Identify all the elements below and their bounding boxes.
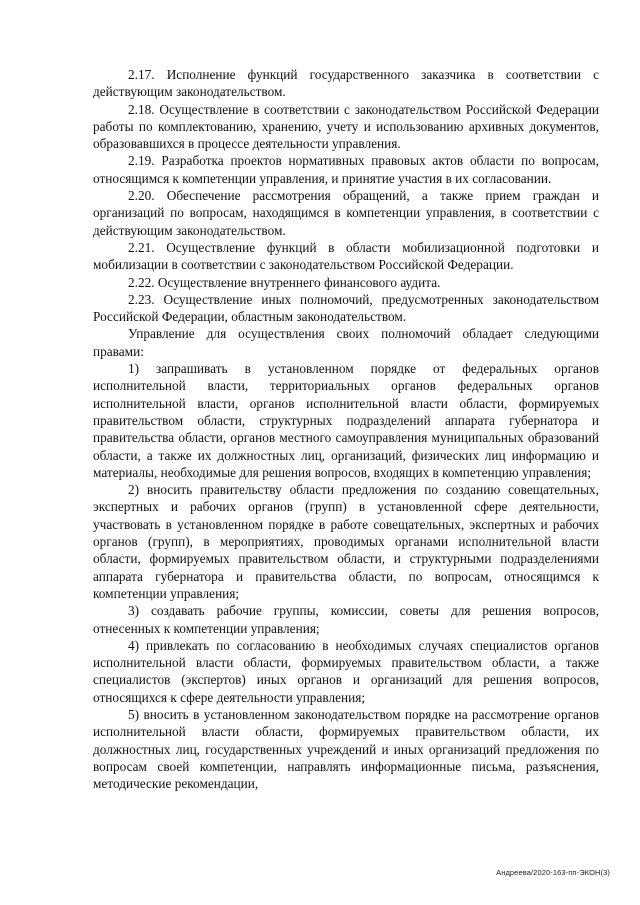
paragraph-2-22: 2.22. Осуществление внутреннего финансового аудита. bbox=[128, 274, 441, 290]
document-footer-code: Андреева/2020-163-пп-ЭКОН(3) bbox=[496, 868, 610, 877]
right-item-1: 1) запрашивать в установленном порядке от федеральных органов исполнительной власти, территориальных органов федеральных органов исполнительной власти, органов исполнительной власти области, формируемых правительством области, структурных подразделений аппарата губернатора и правительства области, органов местного самоуправления муниципальных образований области, а также их должностных лиц, организаций, физических лиц информацию и материалы, необходимые для решения вопросов, входящих в компетенцию управления; bbox=[93, 361, 599, 480]
paragraph-2-19: 2.19. Разработка проектов нормативных правовых актов области по вопросам, относящимся к компетенции управления, и принятие участия в их согласовании. bbox=[93, 153, 599, 186]
paragraph-2-17: 2.17. Исполнение функций государственного заказчика в соответствии с действующим законодательством. bbox=[93, 67, 599, 100]
right-item-3: 3) создавать рабочие группы, комиссии, советы для решения вопросов, отнесенных к компетенции управления; bbox=[93, 603, 599, 636]
rights-intro: Управление для осуществления своих полномочий обладает следующими правами: bbox=[93, 326, 599, 359]
paragraph-2-21: 2.21. Осуществление функций в области мобилизационной подготовки и мобилизации в соответствии с законодательством Российской Федерации. bbox=[93, 239, 599, 273]
paragraph-2-23: 2.23. Осуществление иных полномочий, предусмотренных законодательством Российской Федерации, областным законодательством. bbox=[93, 291, 599, 325]
paragraph-2-18: 2.18. Осуществление в соответствии с законодательством Российской Федерации работы по комплектованию, хранению, учету и использованию архивных документов, образовавшихся в процессе деятельности управления. bbox=[93, 101, 599, 152]
right-item-5: 5) вносить в установленном законодательством порядке на рассмотрение органов исполнительной власти области, формируемых правительством области, их должностных лиц, государственных учреждений и иных организаций предложения по вопросам своей компетенции, направлять информационные письма, разъяснения, методические рекомендации, bbox=[93, 706, 599, 792]
document-body bbox=[93, 66, 599, 792]
right-item-4: 4) привлекать по согласованию в необходимых случаях специалистов органов исполнительной власти области, формируемых правительством области, а также специалистов (экспертов) иных органов и организаций для решения вопросов, относящихся к сфере деятельности управления; bbox=[93, 637, 599, 705]
paragraph-2-20: 2.20. Обеспечение рассмотрения обращений, а также прием граждан и организаций по вопросам, находящимся в компетенции управления, в соответствии с действующим законодательством. bbox=[93, 188, 599, 238]
right-item-2: 2) вносить правительству области предложения по созданию совещательных, экспертных и рабочих органов (групп) в установленной сфере деятельности, участвовать в установленном порядке в работе совещательных, экспертных и рабочих органов (групп), в мероприятиях, проводимых органами исполнительной власти области, формируемых правительством области, и структурными подразделениями аппарата губернатора и правительства области, по вопросам, относящимся к компетенции управления; bbox=[93, 482, 599, 601]
